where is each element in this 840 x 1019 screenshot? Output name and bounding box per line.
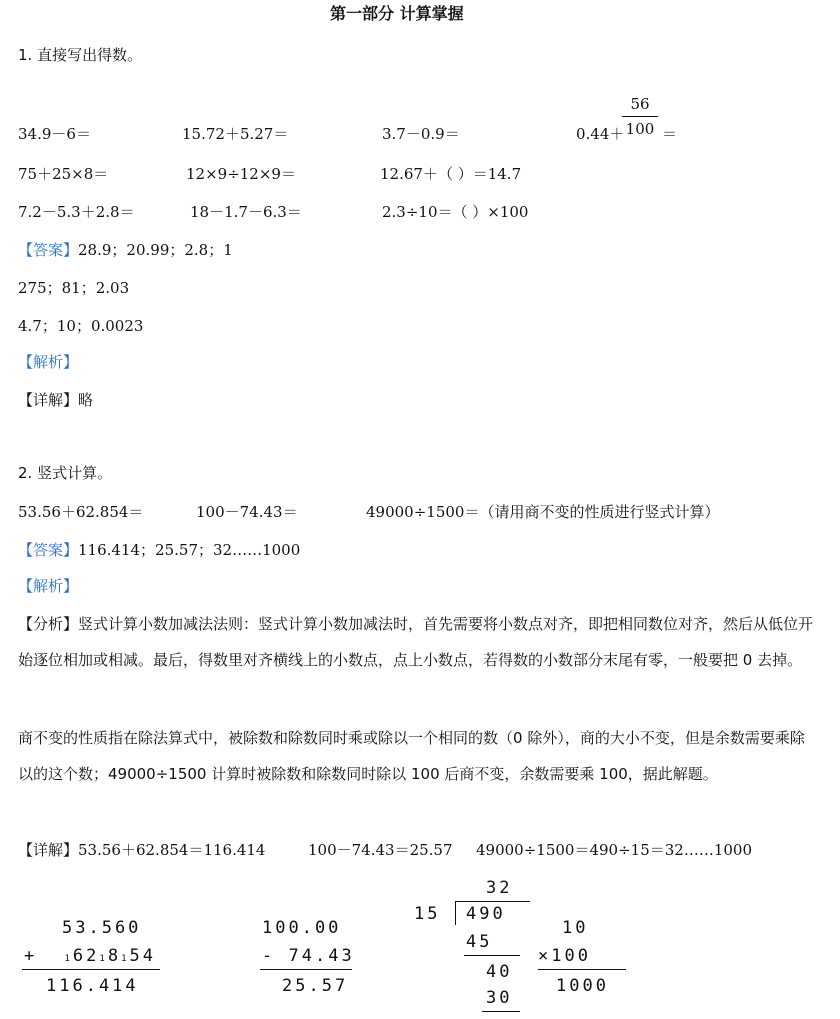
q1-detail (18, 390, 93, 410)
q2-problem: 49000÷1500＝（请用商不变的性质进行竖式计算） (366, 503, 720, 521)
carry-mark: 1 (64, 954, 73, 964)
answer-text: 116.414；25.57；32……1000 (78, 541, 301, 559)
div-step: 30 (486, 988, 513, 1008)
answer-tag: 【答案】 (18, 241, 79, 259)
q2-problem: 100－74.43＝ (196, 503, 298, 521)
detail-item: 53.56＋62.854＝116.414 (78, 841, 266, 859)
q2-answer (18, 540, 300, 560)
q2-prompt: 2. 竖式计算。 (18, 464, 113, 482)
mul-result: 1000 (556, 976, 609, 996)
add-digit: 2 (86, 946, 100, 966)
mul-operator: × (538, 946, 552, 966)
q1-item: 12×9÷12×9＝ (186, 165, 296, 183)
div-remainder: 40 (486, 962, 513, 982)
answer-line: 28.9；20.99；2.8；1 (78, 241, 233, 259)
detail-item: 100－74.43＝25.57 (308, 841, 453, 859)
q1-answer (18, 240, 233, 260)
sub-top: 100.00 (262, 918, 342, 938)
detail-tag: 【详解】 (18, 391, 79, 409)
add-result: 116.414 (46, 976, 139, 996)
fraction-denominator: 100 (625, 120, 655, 138)
fenxi-text: 竖式计算小数加减法法则：竖式计算小数加减法时，首先需要将小数点对齐，即把相同数位对齐，然后从低位开始逐位相加或相减。最后，得数里对齐横线上的小数点，点上小数点，若得数的小数部分末尾有零，一般要把 0 去掉。 (18, 615, 814, 669)
page-title: 第一部分 计算掌握 (330, 4, 464, 23)
answer-tag: 【答案】 (18, 541, 79, 559)
div-bar (456, 901, 530, 902)
add-digit: 8 (107, 946, 122, 966)
add-top: 53.560 (62, 918, 142, 938)
analysis-paragraph (18, 606, 818, 678)
answer-line: 275；81；2.03 (18, 279, 130, 297)
div-line (464, 955, 520, 956)
mul-line (538, 969, 626, 970)
detail-tag: 【详解】 (18, 841, 79, 859)
q1-item: 34.9－6＝ (18, 125, 91, 143)
add-digit: 6 (72, 946, 87, 966)
div-dividend: 490 (466, 904, 506, 924)
q1-frac-suffix: ＝ (662, 125, 678, 143)
q2-detail (18, 840, 265, 860)
q1-item: 75＋25×8＝ (18, 165, 109, 183)
mul-bottom-row (538, 946, 591, 966)
q1-fraction (622, 94, 658, 139)
detail-text: 略 (78, 391, 94, 409)
div-step: 45 (466, 932, 493, 952)
answer-line: 4.7；10；0.0023 (18, 317, 144, 335)
carry-mark: 1 (121, 954, 130, 964)
q1-item: 3.7－0.9＝ (382, 125, 460, 143)
detail-item: 49000÷1500＝490÷15＝32……1000 (476, 841, 753, 859)
q1-prompt: 1. 直接写出得数。 (18, 46, 143, 64)
q1-item: 12.67＋（ ）＝14.7 (380, 165, 522, 183)
fenxi-tag: 【分析】 (18, 615, 79, 633)
mul-top: 10 (562, 918, 589, 938)
q1-item: 7.2－5.3＋2.8＝ (18, 203, 135, 221)
q1-item: 2.3÷10＝（ ）×100 (382, 203, 529, 221)
q1-frac-prefix: 0.44＋ (576, 125, 625, 143)
mul-bottom: 100 (551, 946, 591, 966)
analysis-paragraph-2: 商不变的性质指在除法算式中，被除数和除数同时乘或除以一个相同的数（0 除外），商的大小不变，但是余数需要乘除以的这个数；49000÷1500 计算时被除数和除数同时除以 100 后商不变，余数需要乘 100，据此解题。 (18, 729, 805, 783)
sub-bottom: 74.43 (288, 946, 355, 966)
div-divisor: 15 (414, 904, 441, 924)
q1-item: 15.72＋5.27＝ (182, 125, 289, 143)
add-operator: + (24, 946, 38, 966)
div-bracket (455, 901, 456, 925)
carry-mark: 1 (99, 954, 108, 964)
div-line (482, 1011, 520, 1012)
add-bottom-row (24, 946, 156, 969)
analysis-tag: 【解析】 (18, 353, 79, 371)
fraction-numerator: 56 (622, 94, 658, 117)
sub-bottom-row (262, 946, 355, 966)
div-quotient: 32 (486, 878, 513, 898)
sub-operator: - (262, 946, 276, 966)
q2-problem: 53.56＋62.854＝ (18, 503, 144, 521)
add-line (22, 969, 160, 970)
sub-result: 25.57 (282, 976, 349, 996)
analysis-tag: 【解析】 (18, 577, 79, 595)
sub-line (260, 969, 352, 970)
q1-item: 18－1.7－6.3＝ (190, 203, 302, 221)
add-digit: 5 (129, 946, 143, 966)
add-digit: 4 (142, 946, 157, 966)
